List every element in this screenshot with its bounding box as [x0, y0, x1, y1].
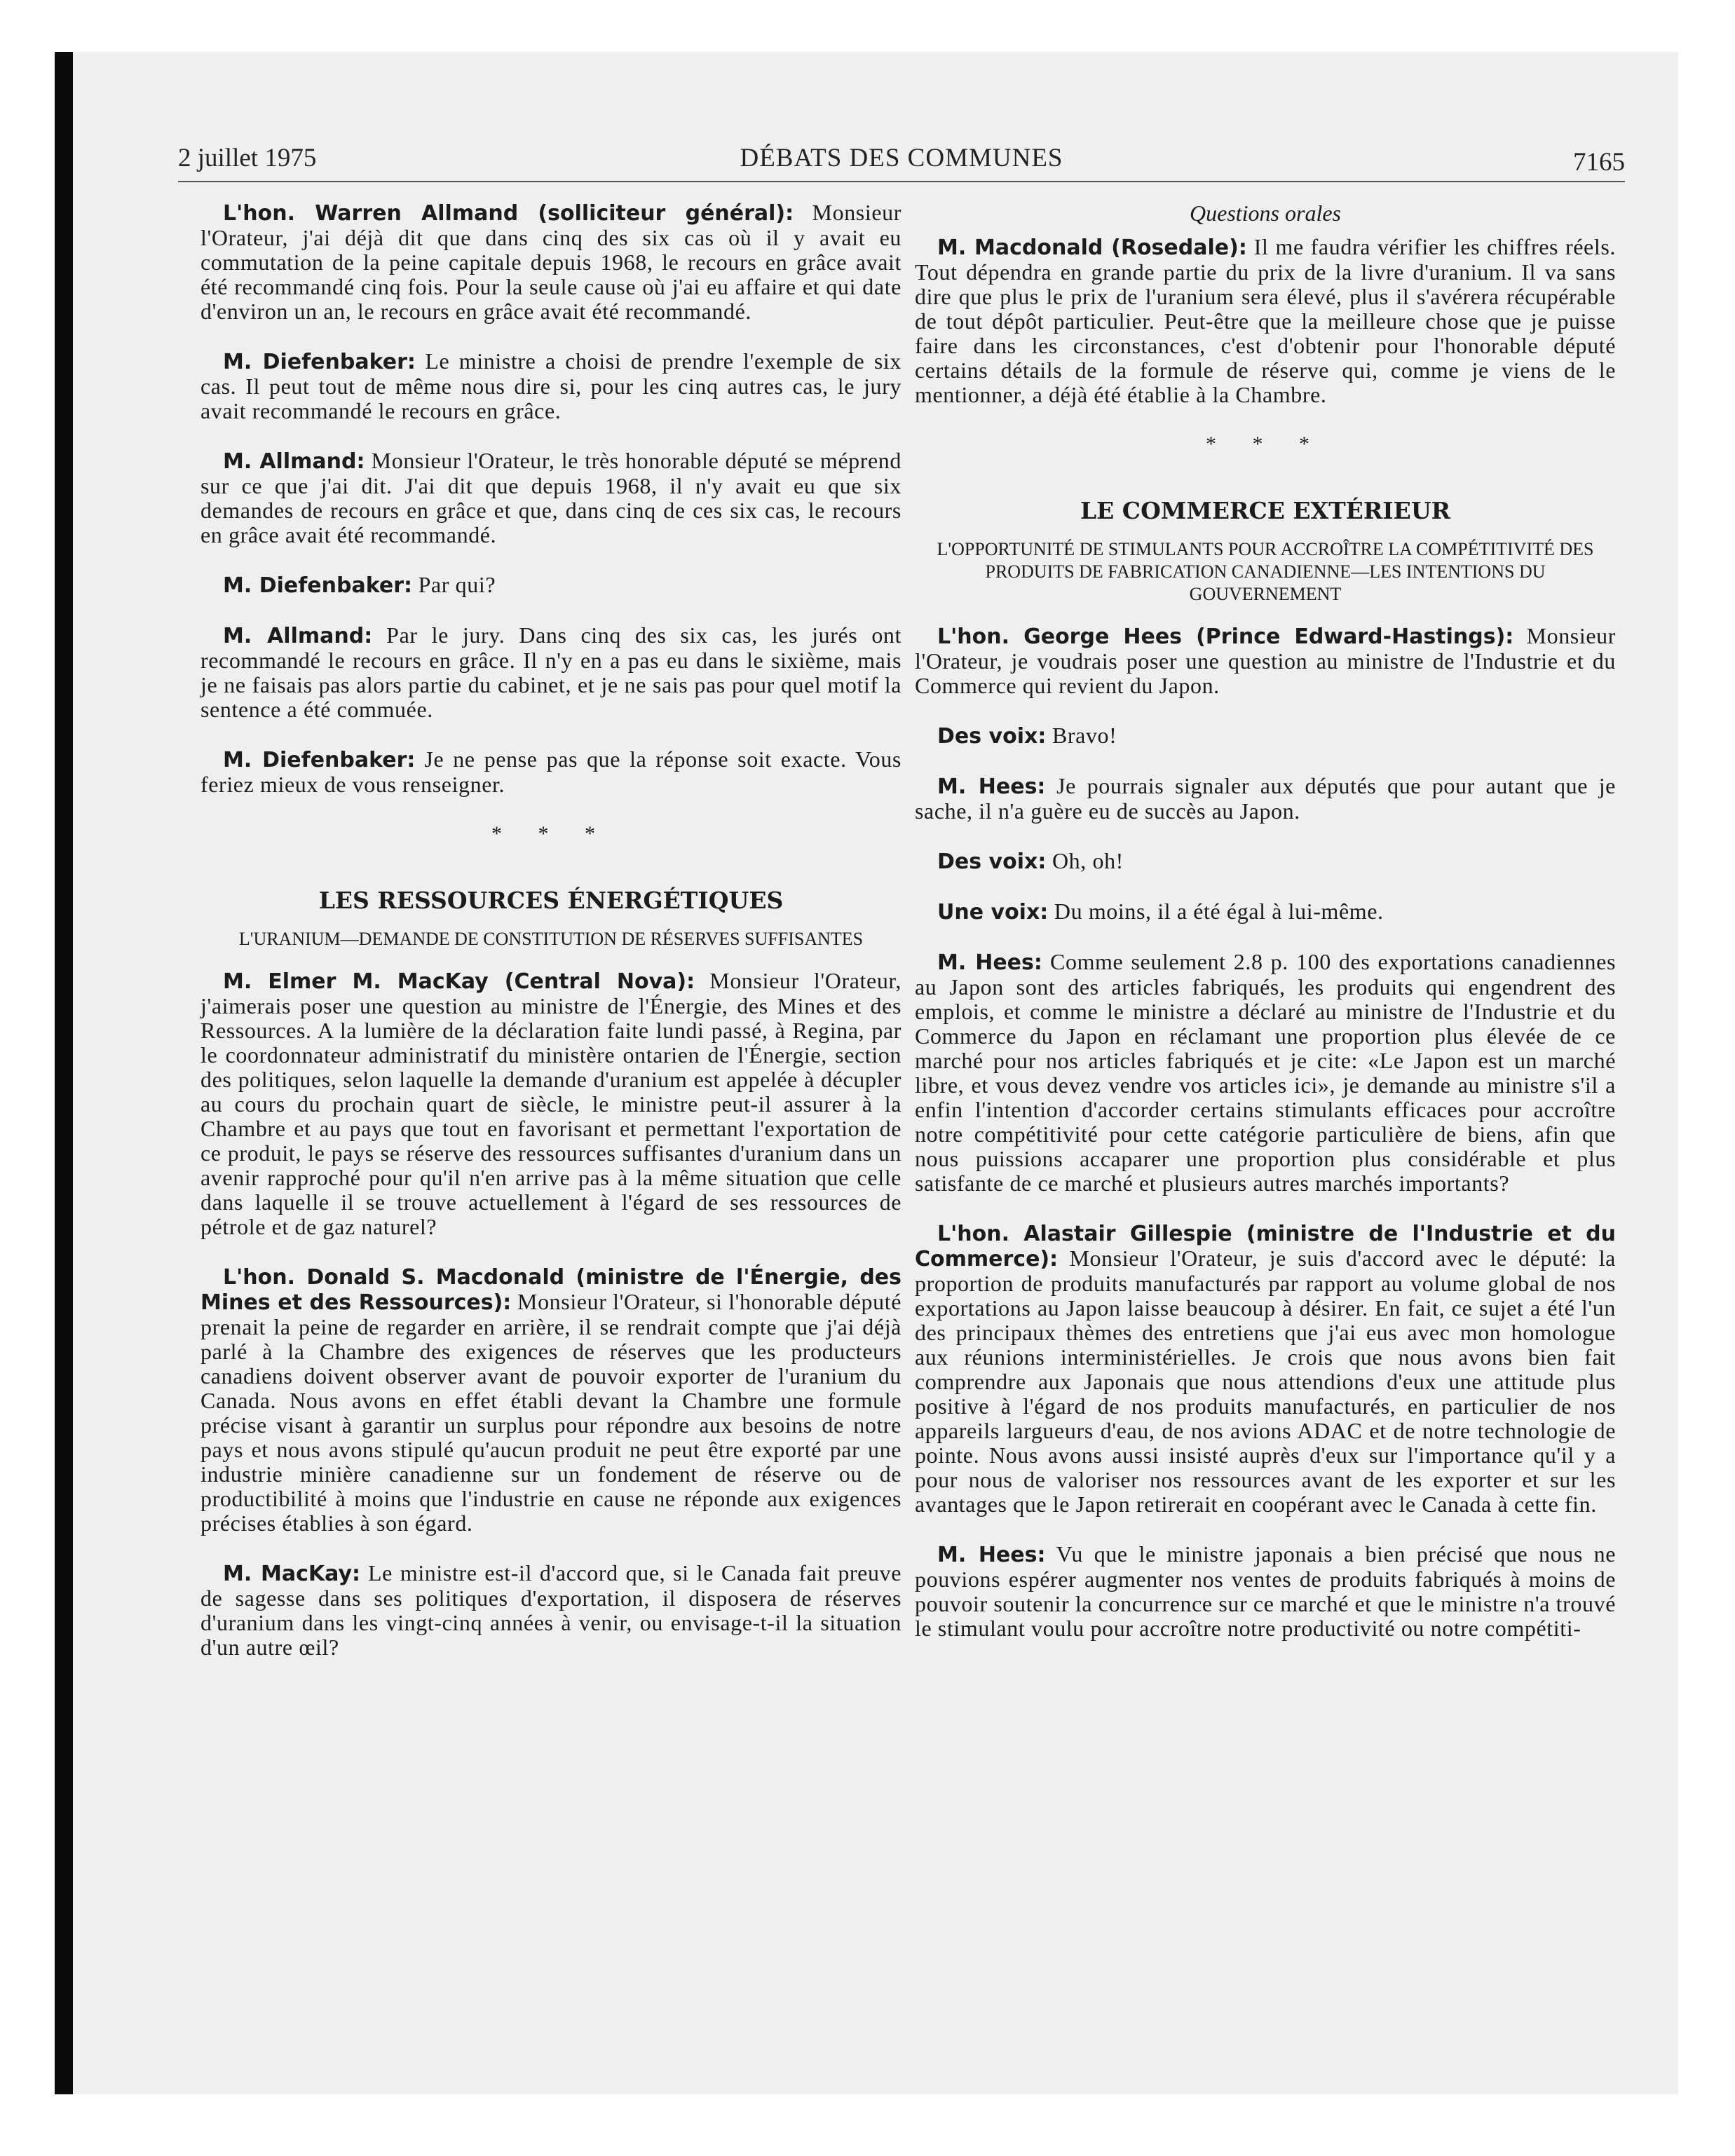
paragraph: [915, 1221, 1616, 1517]
paragraph: [200, 747, 901, 797]
speech-text: Il me faudra vérifier les chiffres réels. Tout dépendra en grande partie du prix de la livre d'uranium. Il va sans dire que plus le prix de l'uranium sera élevé, plus il s'avérera récupérable de tout dépôt particulier. Peut-être que la meilleure chose que je puisse faire dans les circonstances, c'est d'obtenir pour l'honorable député certains détails de la formule de réserve qui, comme je viens de le mentionner, a déjà été établie à la Chambre.: [915, 234, 1616, 407]
speech-text: Par qui?: [412, 572, 496, 597]
header-publication: DÉBATS DES COMMUNES: [740, 144, 1063, 172]
running-head: Questions orales: [1190, 200, 1341, 226]
paragraph: [915, 235, 1616, 407]
paragraph: [915, 624, 1616, 698]
right-column: [915, 200, 1616, 1666]
section-title: LE COMMERCE EXTÉRIEUR: [1080, 497, 1451, 524]
speech-text: Comme seulement 2.8 p. 100 des exportations canadiennes au Japon sont des articles fabriqués, les produits qui engendrent des emplois, et comme le ministre a déclaré au ministre de l'Industrie et du Commerce du Japon en réclamant une proportion plus élevée de ce marché pour nos articles fabriqués et je cite: «Le Japon est un marché libre, et vous devez vendre vos articles ici», je demande au ministre s'il a enfin l'intention d'accorder certains stimulants efficaces pour accroître notre compétitivité pour cette catégorie particulière de biens, afin que nous puissions accaparer une proportion plus considérable et plus satisfante de ce marché et plusieurs autres marchés importants?: [915, 949, 1616, 1196]
speech-text: Bravo!: [1046, 723, 1117, 748]
paragraph: [200, 449, 901, 547]
paragraph: [200, 969, 901, 1239]
speaker: M. Hees:: [937, 950, 1042, 975]
speaker: M. Diefenbaker:: [223, 573, 412, 598]
section-subtitle: L'URANIUM—DEMANDE DE CONSTITUTION DE RÉSERVES SUFFISANTES: [238, 929, 864, 949]
speech-text: Je pourrais signaler aux députés que pour autant que je sache, il n'a guère eu de succès au Japon.: [915, 773, 1616, 824]
paragraph: [200, 1561, 901, 1660]
speech-text: Monsieur l'Orateur, je suis d'accord avec le député: la proportion de produits manufacturés par rapport au volume global de nos exportations au Japon laisse beaucoup à désirer. En fait, ce sujet a été l'un des principaux thèmes des entretiens que j'ai eus avec mon homologue aux réunions interministérielles. Je crois que nous avons bien fait comprendre aux Japonais que nous attendions d'eux une attitude plus positive à l'égard de nos produits manufacturés, en particulier de nos appareils largueurs d'eau, de nos avions ADAC et de notre technologie de pointe. Nous avons aussi insisté auprès d'eux sur l'importance qu'il y a pour nous de valoriser nos ressources avant de les exporter et sur les avantages que le Japon retirerait en coopérant avec le Canada à cette fin.: [915, 1246, 1616, 1517]
left-column: [200, 200, 901, 1685]
speech-text: Monsieur l'Orateur, je voudrais poser une question au ministre de l'Industrie et du Commerce qui revient du Japon.: [915, 623, 1616, 698]
speaker: Une voix:: [937, 900, 1049, 925]
section-separator: * * *: [491, 822, 611, 845]
speaker: M. Diefenbaker:: [223, 748, 416, 772]
speech-text: Je ne pense pas que la réponse soit exacte. Vous feriez mieux de vous renseigner.: [200, 746, 901, 797]
speaker: L'hon. George Hees (Prince Edward-Hastings):: [937, 625, 1514, 649]
speaker: L'hon. Warren Allmand (solliciteur général):: [223, 201, 794, 226]
speaker: L'hon. Donald S. Macdonald (ministre de l'Énergie, des Mines et des Ressources):: [200, 1265, 901, 1315]
speech-text: Du moins, il a été égal à lui-même.: [1048, 899, 1384, 924]
speech-text: Le ministre est-il d'accord que, si le Canada fait preuve de sagesse dans ses politiques d'exportation, il disposera de réserves d'uranium dans les vingt-cinq années à venir, ou envisage-t-il la situation d'un autre œil?: [200, 1560, 901, 1660]
speaker: Des voix:: [937, 724, 1047, 749]
speaker: Des voix:: [937, 850, 1047, 874]
paragraph: [200, 349, 901, 423]
page-header: [178, 143, 1625, 182]
page-number: 7165: [1573, 148, 1625, 177]
paragraph: [915, 723, 1616, 749]
speaker: M. MacKay:: [223, 1562, 361, 1586]
section-title: LES RESSOURCES ÉNERGÉTIQUES: [318, 887, 784, 914]
paragraph: [200, 200, 901, 324]
speech-text: Vu que le ministre japonais a bien précisé que nous ne pouvions espérer augmenter nos ventes de produits fabriqués à moins de pouvoir soutenir la concurrence sur ce marché et que le ministre n'a trouvé le stimulant voulu pour accroître notre productivité ou notre compétiti-: [915, 1541, 1617, 1641]
paragraph: [200, 573, 901, 598]
paragraph: [915, 774, 1616, 824]
section-subtitle: L'OPPORTUNITÉ DE STIMULANTS POUR ACCROÎTRE LA COMPÉTITIVITÉ DES PRODUITS DE FABRICATION CANADIENNE—LES INTENTIONS DU GOUVERNEMENT: [937, 539, 1594, 604]
speaker: M. Macdonald (Rosedale):: [937, 236, 1247, 260]
speech-text: Le ministre a choisi de prendre l'exemple de six cas. Il peut tout de même nous dire si, pour les cinq autres cas, le jury avait recommandé le recours en grâce.: [200, 348, 901, 423]
paragraph: [915, 899, 1616, 925]
speaker: M. Allmand:: [223, 624, 373, 648]
header-date: 2 juillet 1975: [178, 144, 317, 172]
speech-text: Monsieur l'Orateur, le très honorable député se méprend sur ce que j'ai dit. J'ai dit que depuis 1968, il n'y avait eu que six demandes de recours en grâce et que, dans cinq de ces six cas, le recours en grâce avait été recommandé.: [200, 448, 902, 547]
paragraph: [915, 1542, 1616, 1641]
paragraph: [915, 950, 1616, 1196]
speaker: M. Allmand:: [223, 449, 365, 474]
speaker: M. Elmer M. MacKay (Central Nova):: [223, 969, 695, 994]
section-separator: * * *: [1206, 432, 1325, 456]
speaker: M. Diefenbaker:: [223, 350, 416, 374]
speaker: L'hon. Alastair Gillespie (ministre de l'Industrie et du Commerce):: [915, 1222, 1616, 1271]
speaker: M. Hees:: [937, 1543, 1046, 1567]
speech-text: Monsieur l'Orateur, j'aimerais poser une question au ministre de l'Énergie, des Mines et des Ressources. A la lumière de la déclaration faite lundi passé, à Regina, par le coordonnateur administratif du ministère ontarien de l'Énergie, section des politiques, selon laquelle la demande d'uranium est appelée à décupler au cours du prochain quart de siècle, le ministre peut-il assurer à la Chambre et au pays que tout en favorisant et permettant l'exportation de ce produit, le pays se réserve des ressources suffisantes d'uranium dans un avenir rapproché pour qu'il n'en arrive pas à la même situation que celle dans laquelle il se trouve actuellement à l'égard de ses ressources de pétrole et de gaz naturel?: [200, 968, 901, 1239]
speech-text: Monsieur l'Orateur, si l'honorable député prenait la peine de regarder en arrière, il se rendrait compte que j'ai déjà parlé à la Chambre des exigences de réserves que les producteurs canadiens doivent observer avant de pouvoir exporter de l'uranium du Canada. Nous avons en effet établi devant la Chambre une formule précise visant à garantir un surplus pour répondre aux besoins de notre pays et nous avons stipulé qu'aucun produit ne peut être exporté par une industrie minière canadienne sur un fondement de réserve ou de productibilité à moins que l'industrie en cause ne réponde aux exigences précises établies à son égard.: [200, 1289, 902, 1536]
speech-text: Monsieur l'Orateur, j'ai déjà dit que dans cinq des six cas où il y avait eu commutation de la peine capitale depuis 1968, le recours en grâce avait été recommandé cinq fois. Pour la seule cause où j'ai eu affaire et qui date d'environ un an, le recours en grâce avait été recommandé.: [200, 200, 902, 324]
speech-text: Par le jury. Dans cinq des six cas, les jurés ont recommandé le recours en grâce. Il n'y en a pas eu dans le sixième, mais je ne faisais pas alors partie du cabinet, et je ne sais pas pour quel motif la sentence a été commuée.: [200, 622, 902, 722]
speaker: M. Hees:: [937, 775, 1046, 799]
paragraph: [200, 623, 901, 722]
scan-binding-edge: [55, 52, 73, 2094]
speech-text: Oh, oh!: [1046, 848, 1124, 873]
paragraph: [200, 1264, 901, 1536]
paragraph: [915, 849, 1616, 874]
